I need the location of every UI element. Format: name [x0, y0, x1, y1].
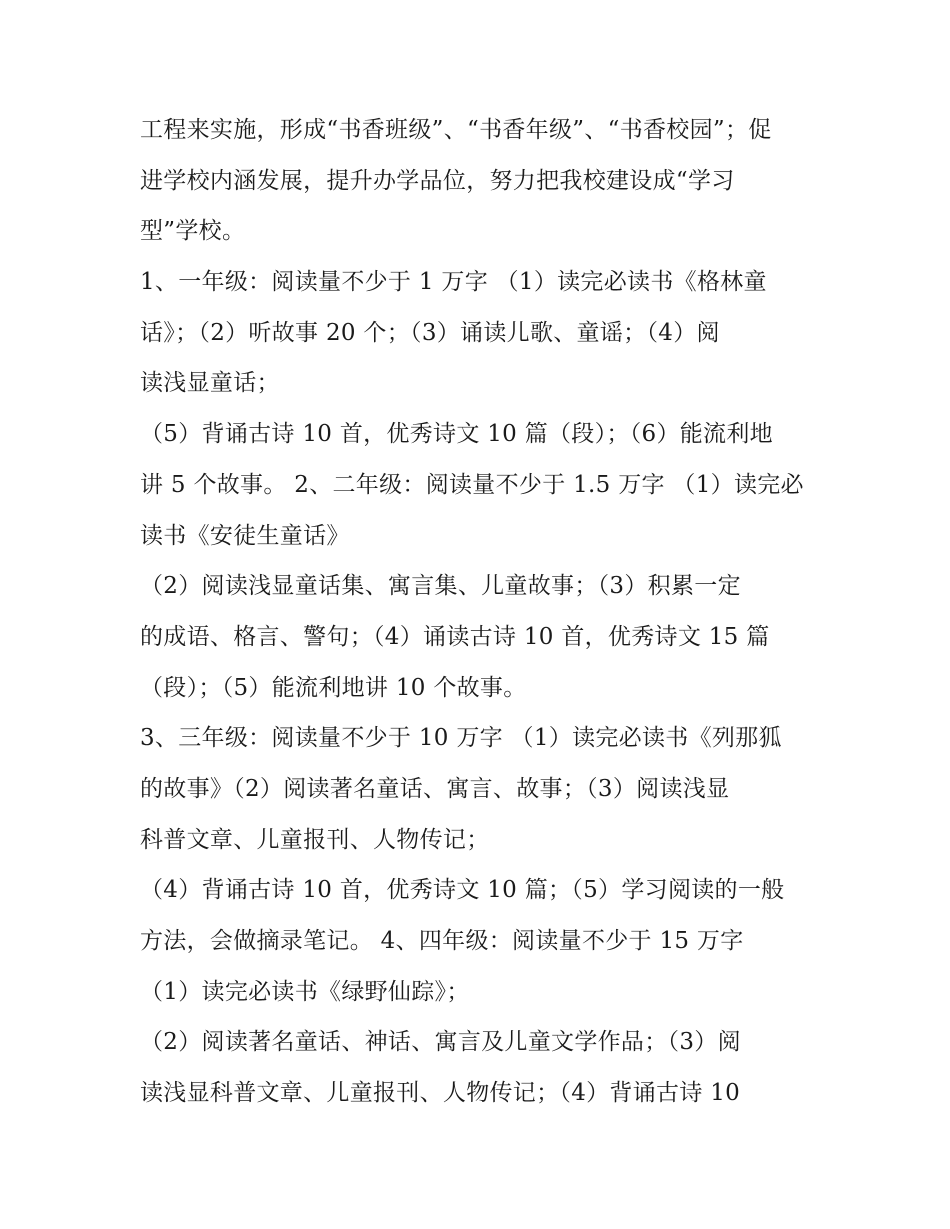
text-line: （2）阅读著名童话、神话、寓言及儿童文学作品；（3）阅 [140, 1029, 741, 1056]
text-line: 讲 5 个故事。 2、二年级：阅读量不少于 1.5 万字 （1）读完必 [140, 471, 804, 498]
text-line: 科普文章、儿童报刊、人物传记； [140, 826, 490, 853]
document-body [140, 105, 820, 1119]
text-line: 读浅显童话； [140, 370, 280, 397]
text-line: 读浅显科普文章、儿童报刊、人物传记；（4）背诵古诗 10 [140, 1080, 741, 1107]
text-line: 方法，会做摘录笔记。 4、四年级：阅读量不少于 15 万字 [140, 928, 744, 954]
text-line: 的故事》（2）阅读著名童话、寓言、故事；（3）阅读浅显 [140, 775, 730, 802]
text-line: （1）读完必读书《绿野仙踪》； [140, 978, 470, 1005]
text-line: 读书《安徒生童话》 [140, 522, 350, 549]
text-line: 3、三年级：阅读量不少于 10 万字 （1）读完必读书《列那狐 [140, 725, 782, 752]
text-line: （段）；（5）能流利地讲 10 个故事。 [140, 674, 527, 701]
text-line: （5）背诵古诗 10 首，优秀诗文 10 篇（段）；（6）能流利地 [140, 421, 773, 448]
text-line: 话》；（2）听故事 20 个；（3）诵读儿歌、童谣；（4）阅 [140, 319, 720, 346]
text-line: （2）阅读浅显童话集、寓言集、儿童故事；（3）积累一定 [140, 573, 741, 600]
text-line: 进学校内涵发展，提升办学品位，努力把我校建设成“学习 [140, 167, 735, 194]
text-line: 1、一年级：阅读量不少于 1 万字 （1）读完必读书《格林童 [140, 269, 767, 296]
text-line: 工程来实施，形成“书香班级”、“书香年级”、“书香校园”；促 [140, 117, 772, 143]
text-line: 的成语、格言、警句；（4）诵读古诗 10 首，优秀诗文 15 篇 [140, 623, 770, 650]
text-line: （4）背诵古诗 10 首，优秀诗文 10 篇；（5）学习阅读的一般 [140, 877, 785, 904]
text-line: 型”学校。 [140, 218, 246, 245]
